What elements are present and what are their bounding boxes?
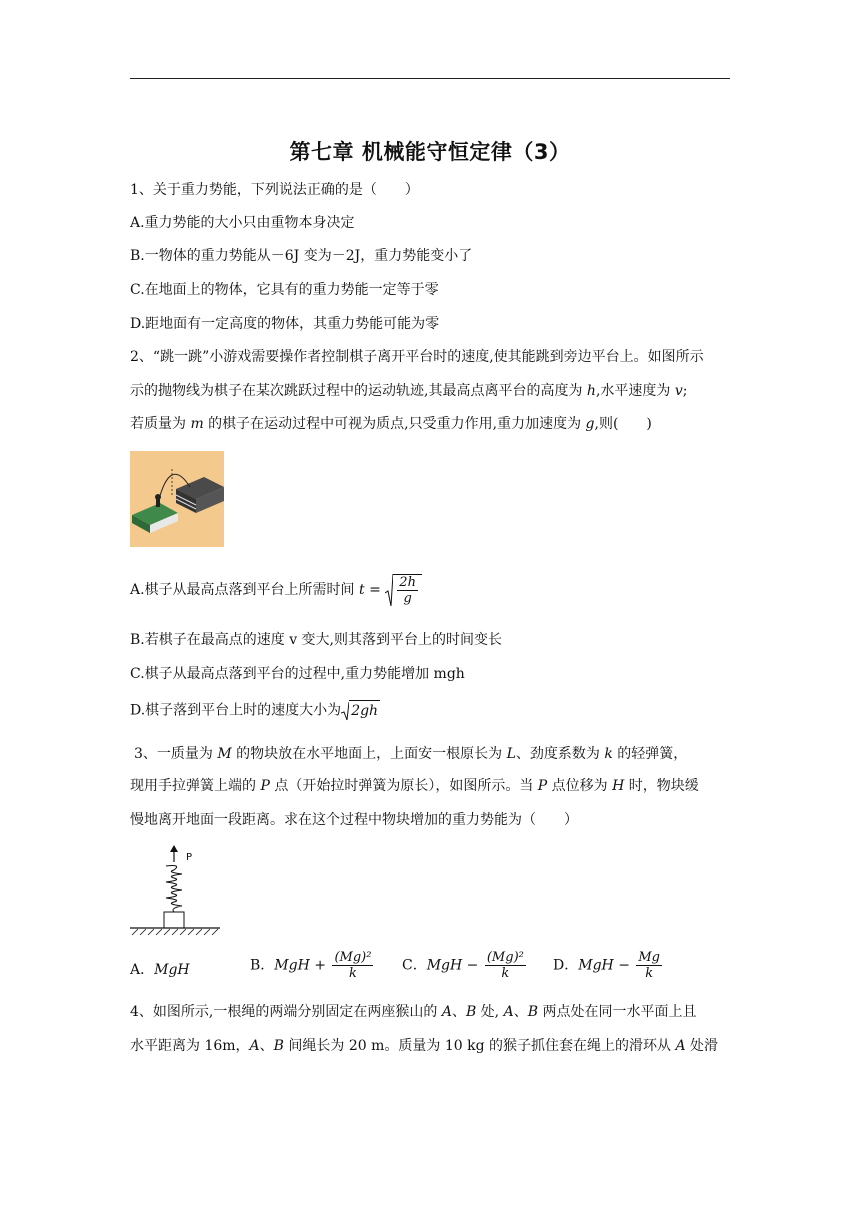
- q2-option-d: D.棋子落到平台上时的速度大小为 2gh: [130, 700, 380, 721]
- q3-option-c: C．MgH − $\frac{\text{(Mg)²}}{k}$: [402, 950, 524, 981]
- q4-stem-line-2: 水平距离为 16m，A、B 间绳长为 20 m。质量为 10 kg 的猴子抓住套在绳上的滑环从 A 处滑: [130, 1038, 719, 1054]
- q3-stem-line-3: 慢地离开地面一段距离。求在这个过程中物块增加的重力势能为（ ）: [130, 812, 578, 828]
- q1-option-b: B.一物体的重力势能从－6J 变为－2J，重力势能变小了: [130, 248, 473, 264]
- q3-option-d: D．MgH − $\frac{Mg}{k}$: [553, 950, 661, 981]
- header-rule: [130, 78, 730, 79]
- q1-stem: 1、关于重力势能，下列说法正确的是（ ）: [130, 182, 419, 198]
- q2-stem-line-2: 示的抛物线为棋子在某次跳跃过程中的运动轨迹,其最高点离平台的高度为 h,水平速度为 v;: [130, 383, 688, 399]
- q2-option-c: C.棋子从最高点落到平台的过程中,重力势能增加 mgh: [130, 666, 465, 682]
- jump-game-figure: [130, 451, 224, 547]
- q4-stem-line-1: 4、如图所示,一根绳的两端分别固定在两座猴山的 A、B 处, A、B 两点处在同一水平面上且: [130, 1004, 697, 1020]
- q3-option-a: A．MgH: [130, 962, 190, 978]
- q3-stem-line-1: 3、一质量为 M 的物块放在水平地面上，上面安一根原长为 L、劲度系数为 k 的轻弹簧，: [134, 746, 688, 762]
- q1-option-c: C.在地面上的物体，它具有的重力势能一定等于零: [130, 282, 439, 298]
- q2-stem-line-3: 若质量为 m 的棋子在运动过程中可视为质点,只受重力作用,重力加速度为 g,则( ): [130, 416, 652, 432]
- page-title: 第七章 机械能守恒定律（3）: [289, 140, 571, 164]
- q2-option-b: B.若棋子在最高点的速度 v 变大,则其落到平台上的时间变长: [130, 632, 502, 648]
- spring-block-figure: [130, 844, 220, 936]
- q2-stem-line-1: 2、“跳一跳”小游戏需要操作者控制棋子离开平台时的速度,使其能跳到旁边平台上。如图所示: [130, 349, 704, 365]
- q1-option-a: A.重力势能的大小只由重物本身决定: [130, 215, 355, 231]
- q1-option-d: D.距地面有一定高度的物体，其重力势能可能为零: [130, 316, 440, 332]
- q3-option-b: B．MgH + $\frac{\text{(Mg)²}}{k}$: [250, 950, 372, 981]
- spring-force-label: P: [186, 852, 193, 863]
- q2-option-a: A.棋子从最高点落到平台上所需时间 t = $\frac{2h}{g}$: [130, 573, 422, 607]
- q3-stem-line-2: 现用手拉弹簧上端的 P 点（开始拉时弹簧为原长），如图所示。当 P 点位移为 H 时，物块缓: [130, 778, 699, 794]
